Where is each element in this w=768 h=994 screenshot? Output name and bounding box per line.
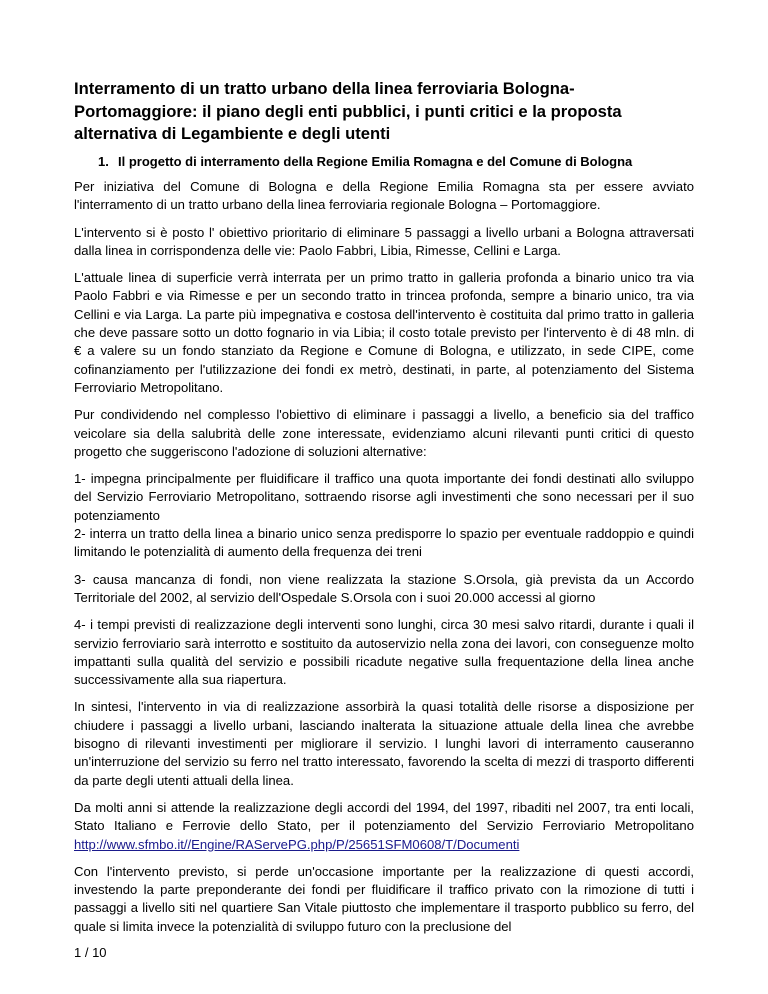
- paragraph: In sintesi, l'intervento in via di realizzazione assorbirà la quasi totalità delle risorse a disposizione per chiudere i passaggi a livello urbani, lasciando inalterata la situazione attuale della linea che avrebbe bisogno di rilevanti investimenti per migliorare il servizio. I lunghi lavori di interramento causeranno un'interruzione del servizio su ferro nel tratto interessato, favorendo la scelta di mezzi di trasporto differenti da parte degli utenti attuali della linea.: [74, 699, 694, 788]
- paragraph-with-link: [74, 799, 694, 854]
- section-heading: [98, 153, 698, 170]
- paragraph: L'intervento si è posto l' obiettivo prioritario di eliminare 5 passaggi a livello urbani a Bologna attraversati dalla linea in corrispondenza delle vie: Paolo Fabbri, Libia, Rimesse, Cellini e Larga.: [74, 224, 694, 258]
- paragraph: Pur condividendo nel complesso l'obiettivo di eliminare i passaggi a livello, a beneficio sia del traffico veicolare sia della salubrità delle zone interessate, evidenziamo alcuni rilevanti punti critici di questo progetto che suggeriscono l'adozione di soluzioni alternative:: [74, 407, 694, 459]
- paragraph-text: Da molti anni si attende la realizzazione degli accordi del 1994, del 1997, ribaditi nel 2007, tra enti locali, Stato Italiano e Ferrovie dello Stato, per il potenziamento del Servizio Ferroviario Metropolitano: [74, 799, 694, 834]
- section-number: 1.: [98, 154, 109, 169]
- document-title: Interramento di un tratto urbano della linea ferroviaria Bologna-Portomaggiore: il piano degli enti pubblici, i punti critici e la proposta alternativa di Legambiente e degli utenti: [74, 79, 622, 143]
- sfm-documents-link[interactable]: http://www.sfmbo.it//Engine/RAServePG.php/P/25651SFM0608/T/Documenti: [74, 836, 520, 852]
- document-body: [74, 178, 694, 945]
- section-heading-text: Il progetto di interramento della Regione Emilia Romagna e del Comune di Bologna: [118, 154, 633, 169]
- page-number: 1 / 10: [74, 945, 107, 960]
- list-item: 1- impegna principalmente per fluidificare il traffico una quota importante dei fondi destinati allo sviluppo del Servizio Ferroviario Metropolitano, sottraendo risorse agli investimenti che sono necessari per il suo potenziamento: [74, 471, 694, 523]
- paragraph: L'attuale linea di superficie verrà interrata per un primo tratto in galleria profonda a binario unico tra via Paolo Fabbri e via Rimesse e per un secondo tratto in trincea profonda, sempre a binario unico, tra via Cellini e via Larga. La parte più impegnativa e costosa dell'intervento è costituita dal primo tratto in galleria che deve passare sotto un dotto fognario in via Libia; il costo totale previsto per l'intervento è di 48 mln. di € a valere su un fondo stanziato da Regione e Comune di Bologna, e utilizzato, in sede CIPE, come cofinanziamento per l'utilizzazione dei fondi ex metrò, destinati, in parte, al potenziamento del Sistema Ferroviario Metropolitano.: [74, 270, 694, 395]
- paragraph: Con l'intervento previsto, si perde un'occasione importante per la realizzazione di questi accordi, investendo la parte preponderante dei fondi per fluidificare il traffico privato con la rimozione di tutti i passaggi a livello siti nel quartiere San Vitale piuttosto che implementare il trasporto pubblico su ferro, del quale si limita invece la potenzialità di sviluppo futuro con la preclusione del: [74, 863, 694, 934]
- list-item: 2- interra un tratto della linea a binario unico senza predisporre lo spazio per eventuale raddoppio e quindi limitando le potenzialità di aumento della frequenza dei treni: [74, 526, 694, 560]
- list-item: 4- i tempi previsti di realizzazione degli interventi sono lunghi, circa 30 mesi salvo ritardi, durante i quali il servizio ferroviario sarà interrotto e sostituito da autoservizio nella zona dei lavori, con conseguenze molto impattanti sulla qualità del servizio e possibili ricadute negative sulla frequentazione della linea anche successivamente alla sua riapertura.: [74, 617, 694, 688]
- list-item: 3- causa mancanza di fondi, non viene realizzata la stazione S.Orsola, già prevista da un Accordo Territoriale del 2002, al servizio dell'Ospedale S.Orsola con i suoi 20.000 accessi al giorno: [74, 571, 694, 605]
- paragraph: Per iniziativa del Comune di Bologna e della Regione Emilia Romagna sta per essere avviato l'interramento di un tratto urbano della linea ferroviaria regionale Bologna – Portomaggiore.: [74, 179, 694, 213]
